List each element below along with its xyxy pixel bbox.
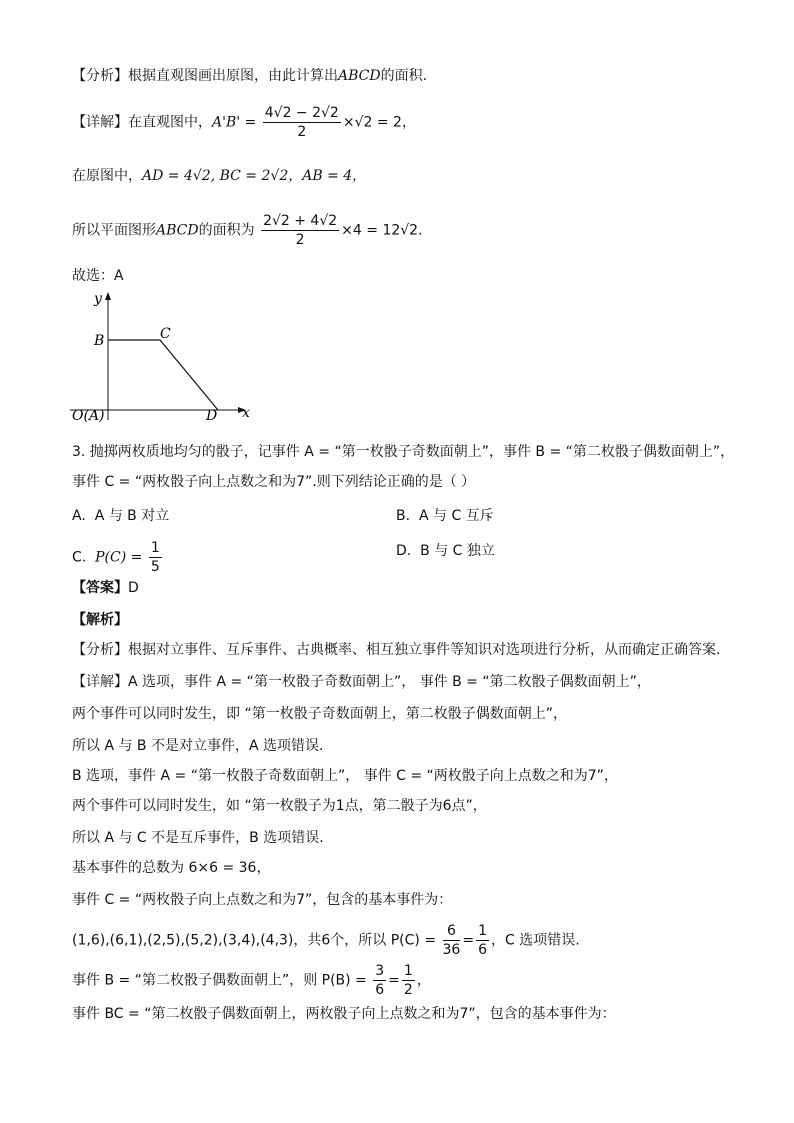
numerator: 1 — [478, 923, 487, 939]
option-text: A 与 C 互斥 — [418, 508, 494, 524]
denominator: 36 — [442, 942, 461, 958]
equals: = — [388, 972, 400, 989]
analysis-line — [72, 66, 427, 86]
tag-xiangjie: 【详解】 — [72, 114, 128, 131]
analysis-tail: 的面积. — [380, 68, 428, 84]
denominator: 2 — [297, 124, 307, 140]
fraction — [373, 962, 386, 999]
tag-fenxi: 【分析】 — [72, 68, 128, 84]
detail-line: 所以 A 与 C 不是互斥事件，B 选项错误. — [72, 830, 324, 846]
detail-text: A 选项，事件 A = “第一枚骰子奇数面朝上”， 事件 B = “第二枚骰子偶数面朝上”， — [128, 674, 651, 690]
choice-line: 故选：A — [72, 268, 124, 284]
option-label: D. — [396, 543, 412, 559]
y-arrow-icon — [105, 292, 111, 300]
numerator: 3 — [375, 963, 385, 979]
var-abcd: ABCD — [338, 68, 381, 84]
label-b: B — [94, 333, 105, 349]
tail: ， — [416, 972, 431, 989]
denominator: 6 — [375, 982, 385, 998]
equals: = — [462, 932, 475, 949]
fraction — [263, 104, 341, 141]
detail-line: 事件 C = “两枚骰子向上点数之和为7”，包含的基本事件为： — [72, 892, 453, 908]
detail-line-3 — [72, 212, 423, 249]
option-label: B. — [396, 508, 411, 524]
label-d: D — [206, 408, 218, 424]
detail-line-1 — [72, 104, 416, 141]
option-label: C. — [72, 549, 87, 566]
option-text: A 与 B 对立 — [94, 508, 170, 524]
lhs-ab: A'B' = — [212, 114, 257, 131]
option-c — [72, 539, 164, 576]
option-d — [396, 541, 495, 561]
tag-jiexi: 【解析】 — [72, 612, 128, 628]
option-label: A. — [72, 508, 86, 524]
numerator: 1 — [150, 540, 160, 556]
numerator: 2√2 + 4√2 — [263, 213, 338, 229]
detail-line: B 选项，事件 A = “第一枚骰子奇数面朝上”， 事件 C = “两枚骰子向上点数之和为7”， — [72, 768, 618, 784]
option-lhs: P(C) = — [95, 549, 143, 566]
text: 所以平面图形 — [72, 222, 156, 239]
label-o: O(A) — [72, 408, 105, 424]
detail-line-2 — [72, 166, 366, 186]
rest: ×√2 = 2， — [342, 114, 416, 131]
option-b — [396, 506, 494, 526]
option-a — [72, 506, 169, 526]
detail-line: 两个事件可以同时发生，即 “第一枚骰子奇数面朝上，第二枚骰子偶数面朝上”， — [72, 706, 567, 722]
answer-line — [72, 578, 139, 598]
fraction — [476, 922, 489, 959]
bc-line: 事件 BC = “第二枚骰子偶数面朝上，两枚骰子向上点数之和为7”，包含的基本事件为： — [72, 1006, 616, 1022]
answer-value: D — [128, 580, 139, 596]
trapezoid-graph — [70, 290, 260, 425]
q3-line2: 事件 C = “两枚骰子向上点数之和为7”.则下列结论正确的是（ ） — [72, 474, 476, 490]
numerator: 1 — [403, 963, 413, 979]
detail-line: 基本事件的总数为 6×6 = 36， — [72, 860, 271, 876]
equation: AD = 4√2, BC = 2√2，AB = 4， — [142, 168, 367, 184]
option-text: B 与 C 独立 — [420, 543, 495, 559]
fraction — [149, 539, 162, 576]
analysis-text: 根据直观图画出原图，由此计算出 — [128, 68, 338, 84]
tag-answer: 【答案】 — [72, 580, 128, 596]
text-mid: 的面积为 — [198, 222, 255, 239]
pb-text: 事件 B = “第二枚骰子偶数面朝上”，则 P(B) = — [72, 972, 367, 989]
label-x: x — [242, 405, 250, 421]
trapezoid-edges — [108, 340, 218, 410]
fenxi-line — [72, 640, 720, 660]
pairs-text: (1,6),(6,1),(2,5),(5,2),(3,4),(4,3)，共6个，所以 P(C) = — [72, 932, 437, 949]
q3-line1: 3. 抛掷两枚质地均匀的骰子，记事件 A = “第一枚骰子奇数面朝上”，事件 B = “第二枚骰子偶数面朝上”， — [72, 444, 735, 460]
denominator: 5 — [150, 559, 160, 575]
pb-line — [72, 962, 431, 999]
detail-line: 两个事件可以同时发生，如 “第一枚骰子为1点，第二骰子为6点”， — [72, 798, 487, 814]
fraction — [261, 212, 339, 249]
rest: ×4 = 12√2. — [341, 222, 423, 239]
tag-fenxi: 【分析】 — [72, 642, 128, 658]
var-abcd: ABCD — [156, 222, 199, 239]
denominator: 2 — [403, 982, 413, 998]
denominator: 6 — [478, 942, 487, 958]
detail-text: 在直观图中， — [128, 114, 212, 131]
tag-xiangjie: 【详解】 — [72, 674, 128, 690]
detail-a-line — [72, 672, 651, 692]
fraction — [443, 922, 461, 959]
numerator: 4√2 − 2√2 — [264, 105, 339, 121]
text: 在原图中， — [72, 168, 142, 184]
detail-line: 所以 A 与 B 不是对立事件，A 选项错误. — [72, 738, 324, 754]
fraction — [402, 962, 415, 999]
tail: ，C 选项错误. — [491, 932, 580, 949]
numerator: 6 — [443, 922, 461, 941]
denominator: 2 — [295, 232, 305, 248]
label-c: C — [160, 326, 171, 342]
label-y: y — [94, 291, 102, 307]
fenxi-text: 根据对立事件、互斥事件、古典概率、相互独立事件等知识对选项进行分析，从而确定正确答案. — [128, 642, 721, 658]
pairs-line — [72, 922, 580, 959]
